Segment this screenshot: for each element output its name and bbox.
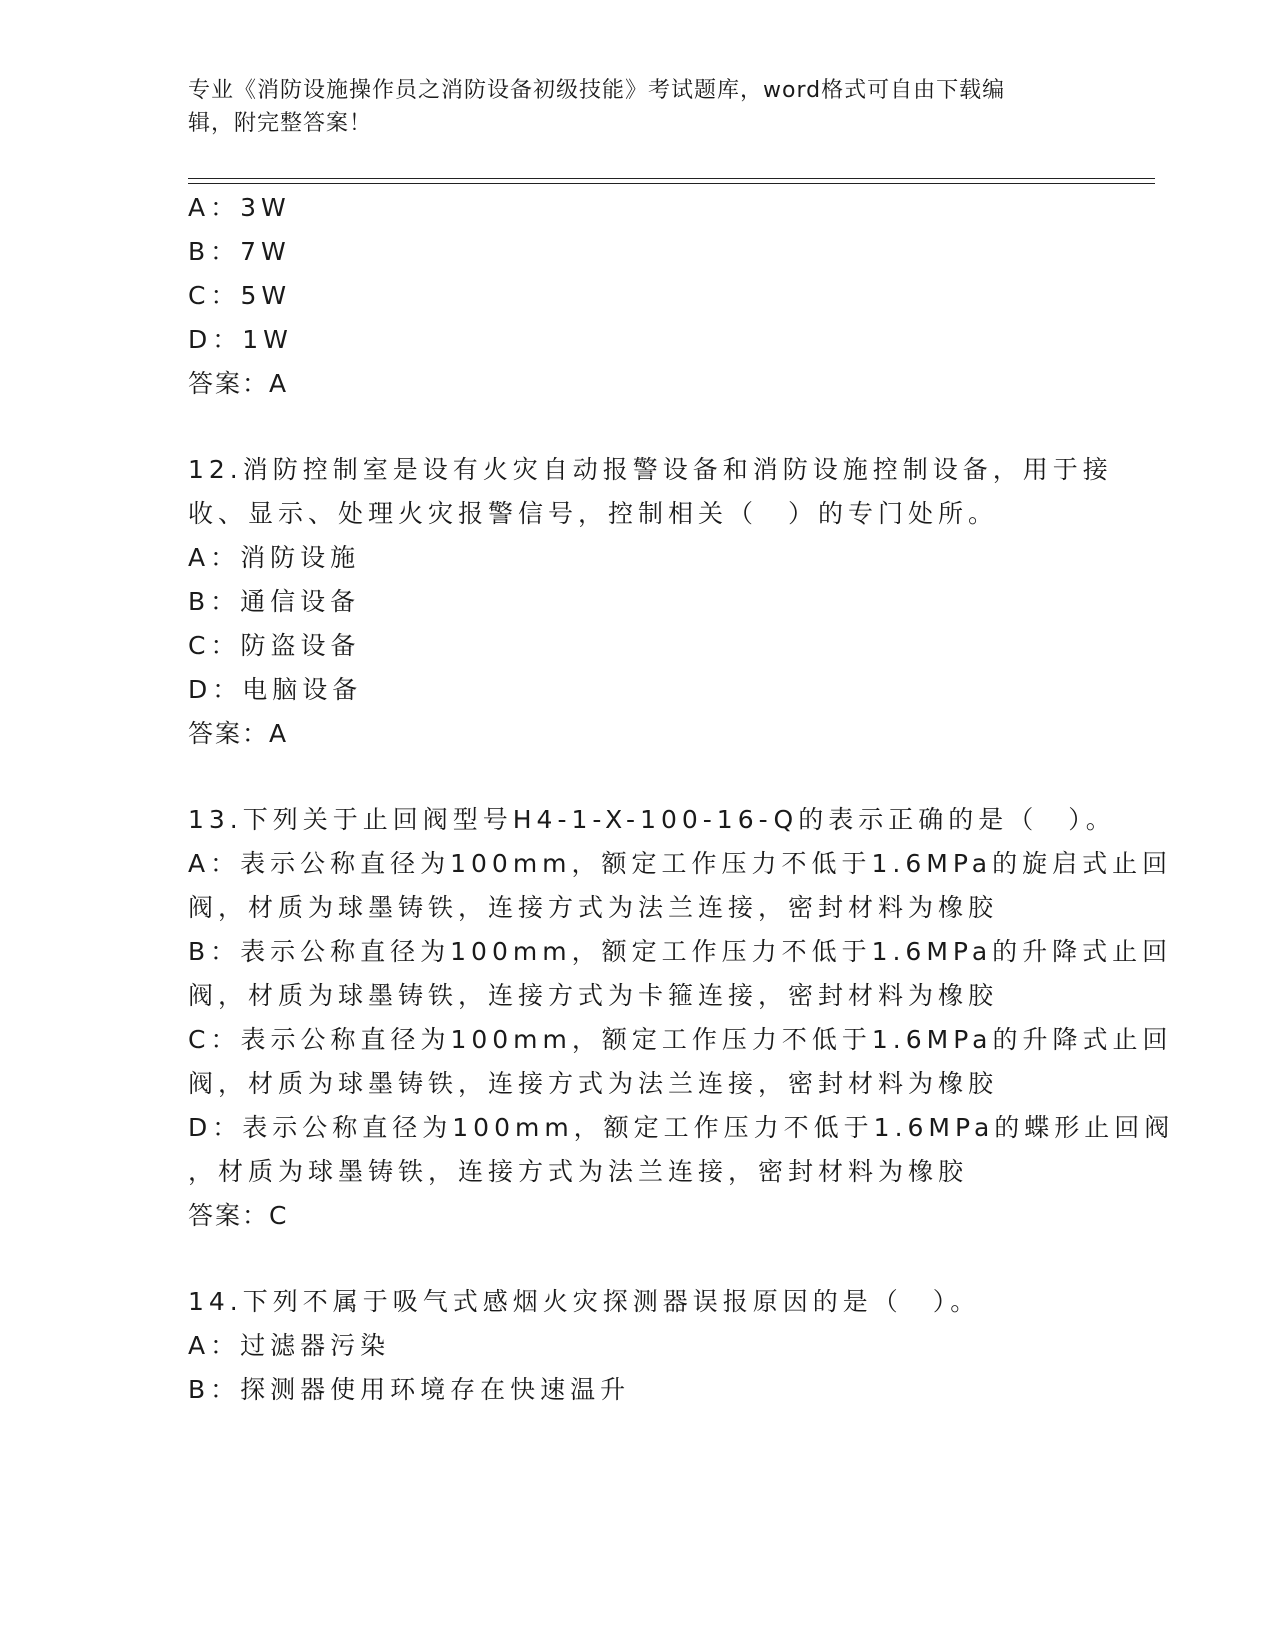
q14-stem: 14.下列不属于吸气式感烟火灾探测器误报原因的是（ ）。 xyxy=(188,1287,981,1316)
q13-answer: 答案：C xyxy=(188,1201,289,1230)
q12-stem-line-1: 12.消防控制室是设有火灾自动报警设备和消防设施控制设备，用于接 xyxy=(188,455,1113,484)
q12-option-a: A：消防设施 xyxy=(188,543,361,572)
q13-stem: 13.下列关于止回阀型号H4-1-X-100-16-Q的表示正确的是（ ）。 xyxy=(188,805,1116,834)
q13-option-b-line-1: B：表示公称直径为100mm，额定工作压力不低于1.6MPa的升降式止回 xyxy=(188,937,1173,966)
q12-answer: 答案：A xyxy=(188,719,289,748)
q13-option-a-line-2: 阀，材质为球墨铸铁，连接方式为法兰连接，密封材料为橡胶 xyxy=(188,893,999,922)
q12-option-c: C：防盗设备 xyxy=(188,631,361,660)
q13-option-b-line-2: 阀，材质为球墨铸铁，连接方式为卡箍连接，密封材料为橡胶 xyxy=(188,981,999,1010)
q13-option-c-line-1: C：表示公称直径为100mm，额定工作压力不低于1.6MPa的升降式止回 xyxy=(188,1025,1173,1054)
q13-option-a-line-1: A：表示公称直径为100mm，额定工作压力不低于1.6MPa的旋启式止回 xyxy=(188,849,1173,878)
header-line-2: 辑，附完整答案！ xyxy=(188,111,373,136)
q11-answer: 答案：A xyxy=(188,369,289,398)
q11-option-b: B：7W xyxy=(188,237,291,266)
q11-option-a: A：3W xyxy=(188,193,291,222)
header-divider-top xyxy=(188,178,1155,179)
q12-option-b: B：通信设备 xyxy=(188,587,361,616)
q14-option-b: B：探测器使用环境存在快速温升 xyxy=(188,1375,631,1404)
header-line-1: 专业《消防设施操作员之消防设备初级技能》考试题库，word格式可自由下载编 xyxy=(188,78,1006,103)
document-header xyxy=(188,74,1068,140)
q13-option-d-line-1: D：表示公称直径为100mm，额定工作压力不低于1.6MPa的蝶形止回阀 xyxy=(188,1113,1175,1142)
q11-option-d: D：1W xyxy=(188,325,293,354)
q11-option-c: C：5W xyxy=(188,281,292,310)
q14-option-a: A：过滤器污染 xyxy=(188,1331,391,1360)
q12-option-d: D：电脑设备 xyxy=(188,675,363,704)
q13-option-d-line-2: ，材质为球墨铸铁，连接方式为法兰连接，密封材料为橡胶 xyxy=(188,1157,969,1186)
q12-stem-line-2: 收、显示、处理火灾报警信号，控制相关（ ）的专门处所。 xyxy=(188,499,999,528)
q13-option-c-line-2: 阀，材质为球墨铸铁，连接方式为法兰连接，密封材料为橡胶 xyxy=(188,1069,999,1098)
header-divider-bottom xyxy=(188,183,1155,184)
